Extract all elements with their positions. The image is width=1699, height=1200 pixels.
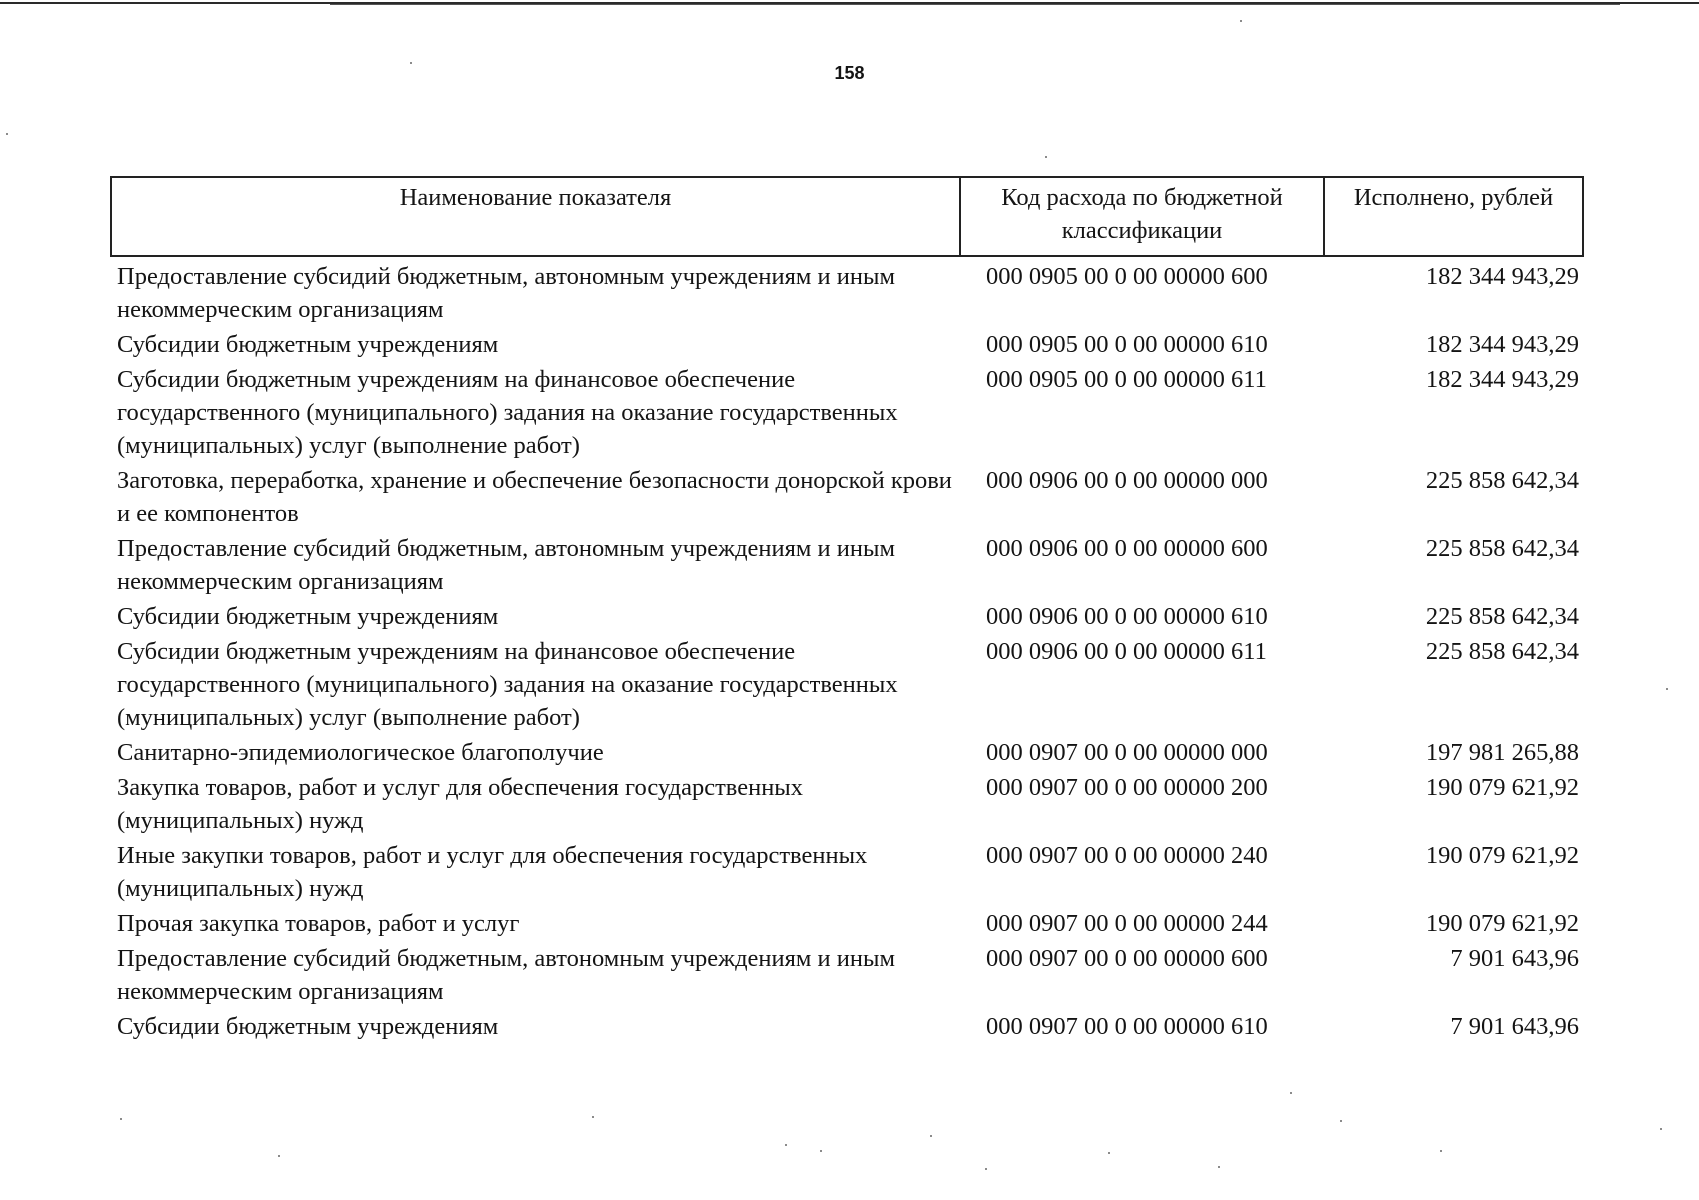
scan-speck: [820, 1150, 822, 1152]
indicator-name-cell: Предоставление субсидий бюджетным, автономным учреждениям и иным некоммерческим организациям: [117, 945, 895, 1005]
executed-amount-cell: 7 901 643,96: [1450, 1013, 1579, 1040]
indicator-name-cell: Санитарно-эпидемиологическое благополучие: [117, 739, 604, 766]
table-row: [111, 839, 1583, 907]
table-row: [111, 328, 1583, 363]
scan-speck: [410, 62, 412, 64]
expense-code-cell: 000 0906 00 0 00 00000 611: [986, 638, 1267, 665]
executed-amount-cell: 225 858 642,34: [1425, 467, 1579, 494]
scan-speck: [1666, 688, 1668, 690]
indicator-name-cell: Субсидии бюджетным учреждениям на финансовое обеспечение государственного (муниципального) задания на оказание государственных (муниципальных) услуг (выполнение работ): [117, 638, 898, 731]
scan-speck: [930, 1135, 932, 1137]
executed-amount-cell: 190 079 621,92: [1425, 910, 1579, 937]
expense-code-cell: 000 0905 00 0 00 00000 600: [986, 263, 1268, 290]
header-expense-code: Код расхода по бюджетной классификации: [960, 177, 1324, 256]
executed-amount-cell: 7 901 643,96: [1450, 945, 1579, 972]
indicator-name-cell: Прочая закупка товаров, работ и услуг: [117, 910, 520, 937]
expense-code-cell: 000 0906 00 0 00 00000 000: [986, 467, 1268, 494]
expense-code-cell: 000 0907 00 0 00 00000 000: [986, 739, 1268, 766]
expense-code-cell: 000 0905 00 0 00 00000 610: [986, 331, 1268, 358]
executed-amount-cell: 182 344 943,29: [1425, 331, 1579, 358]
executed-amount-cell: 225 858 642,34: [1425, 638, 1579, 665]
scan-speck: [1045, 156, 1047, 158]
budget-execution-table: [110, 176, 1584, 1045]
indicator-name-cell: Заготовка, переработка, хранение и обеспечение безопасности донорской крови и ее компонентов: [117, 467, 952, 527]
scan-speck: [1340, 1120, 1342, 1122]
table-row: [111, 1010, 1583, 1045]
executed-amount-cell: 197 981 265,88: [1425, 739, 1579, 766]
scan-speck: [592, 1116, 594, 1118]
scan-speck: [785, 1144, 787, 1146]
top-border-line-secondary: [330, 4, 1620, 5]
executed-amount-cell: 225 858 642,34: [1425, 603, 1579, 630]
scan-speck: [1660, 1128, 1662, 1130]
table-row: [111, 363, 1583, 464]
expense-code-cell: 000 0907 00 0 00 00000 240: [986, 842, 1268, 869]
table-row: [111, 256, 1583, 328]
page-number: 158: [834, 63, 865, 83]
expense-code-cell: 000 0906 00 0 00 00000 610: [986, 603, 1268, 630]
table-row: [111, 907, 1583, 942]
scan-speck: [1108, 1152, 1110, 1154]
indicator-name-cell: Субсидии бюджетным учреждениям: [117, 1013, 499, 1040]
table-row: [111, 736, 1583, 771]
table-row: [111, 771, 1583, 839]
table-row: [111, 942, 1583, 1010]
table-row: [111, 635, 1583, 736]
indicator-name-cell: Субсидии бюджетным учреждениям: [117, 331, 499, 358]
scan-speck: [6, 133, 8, 135]
scan-speck: [120, 1118, 122, 1120]
expense-code-cell: 000 0906 00 0 00 00000 600: [986, 535, 1268, 562]
table-body: [111, 256, 1583, 1045]
expense-code-cell: 000 0907 00 0 00 00000 600: [986, 945, 1268, 972]
table-row: [111, 532, 1583, 600]
indicator-name-cell: Субсидии бюджетным учреждениям на финансовое обеспечение государственного (муниципального) задания на оказание государственных (муниципальных) услуг (выполнение работ): [117, 366, 898, 459]
executed-amount-cell: 182 344 943,29: [1425, 366, 1579, 393]
header-executed-amount: Исполнено, рублей: [1324, 177, 1583, 256]
scan-speck: [1218, 1166, 1220, 1168]
executed-amount-cell: 225 858 642,34: [1425, 535, 1579, 562]
indicator-name-cell: Субсидии бюджетным учреждениям: [117, 603, 499, 630]
expense-code-cell: 000 0907 00 0 00 00000 610: [986, 1013, 1268, 1040]
table-row: [111, 600, 1583, 635]
scan-speck: [985, 1168, 987, 1170]
indicator-name-cell: Предоставление субсидий бюджетным, автономным учреждениям и иным некоммерческим организациям: [117, 535, 895, 595]
expense-code-cell: 000 0905 00 0 00 00000 611: [986, 366, 1267, 393]
scan-speck: [1240, 20, 1242, 22]
indicator-name-cell: Закупка товаров, работ и услуг для обеспечения государственных (муниципальных) нужд: [117, 774, 804, 834]
expense-code-cell: 000 0907 00 0 00 00000 244: [986, 910, 1268, 937]
table-header: [111, 177, 1583, 256]
scan-speck: [278, 1155, 280, 1157]
executed-amount-cell: 190 079 621,92: [1425, 842, 1579, 869]
header-indicator-name: Наименование показателя: [111, 177, 960, 256]
executed-amount-cell: 190 079 621,92: [1425, 774, 1579, 801]
executed-amount-cell: 182 344 943,29: [1425, 263, 1579, 290]
table-row: [111, 464, 1583, 532]
expense-code-cell: 000 0907 00 0 00 00000 200: [986, 774, 1268, 801]
indicator-name-cell: Предоставление субсидий бюджетным, автономным учреждениям и иным некоммерческим организациям: [117, 263, 895, 323]
table-header-row: [111, 177, 1583, 256]
scan-speck: [1440, 1150, 1442, 1152]
indicator-name-cell: Иные закупки товаров, работ и услуг для обеспечения государственных (муниципальных) нужд: [117, 842, 868, 902]
scan-speck: [1290, 1092, 1292, 1094]
